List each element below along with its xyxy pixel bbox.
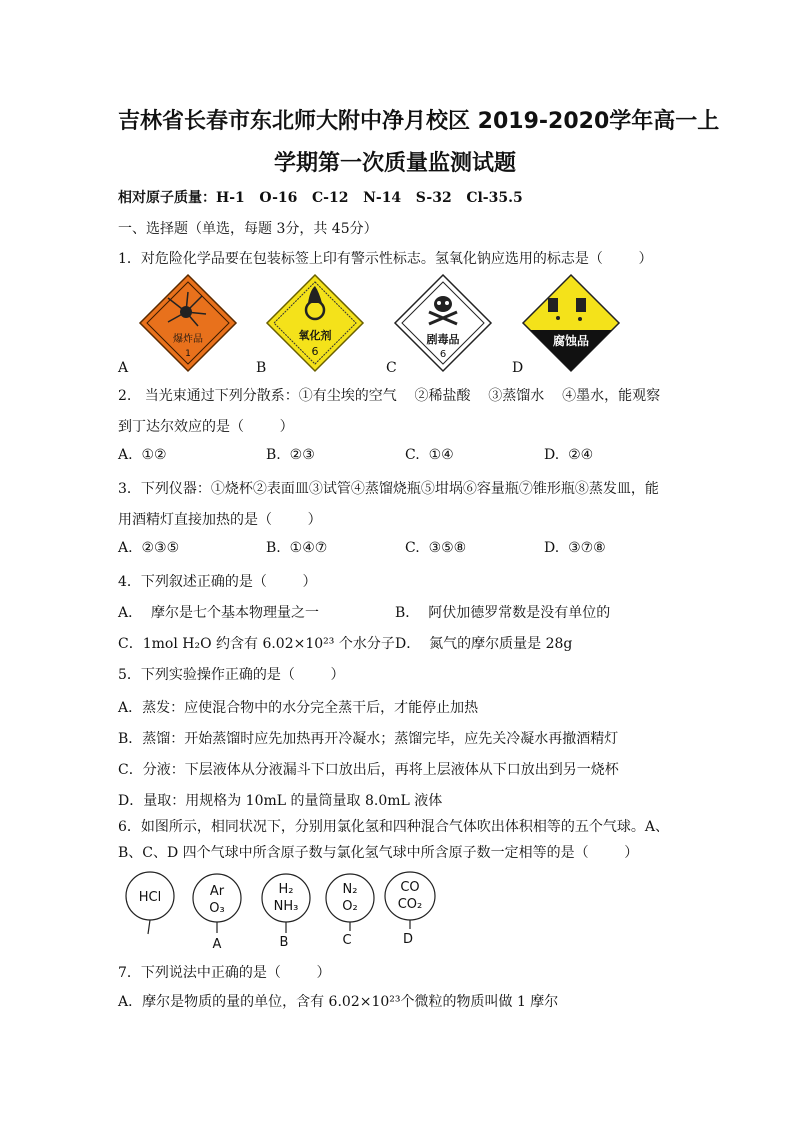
q5-option-b: B．蒸馏：开始蒸馏时应先加热再开冷凝水；蒸馏完毕，应先关冷凝水再撤酒精灯 [118, 731, 619, 747]
question-6-stem-line-1: 6．如图所示，相同状况下，分别用氯化氢和四种混合气体吹出体积相等的五个气球。A、 [118, 819, 670, 835]
balloon-b-line1: H₂ [278, 882, 294, 897]
corrosive-sign-icon [523, 275, 619, 371]
q5-option-c: C．分液：下层液体从分液漏斗下口放出后，再将上层液体从下口放出到另一烧杯 [118, 762, 619, 778]
balloon-a-line1: Ar [209, 884, 225, 899]
atomic-masses-label: 相对原子质量： [118, 190, 216, 206]
balloon-d-line2: CO₂ [397, 897, 423, 912]
balloon-c-label: C [342, 933, 352, 948]
oxidizer-sign-icon [267, 275, 363, 371]
balloon-b-label: B [279, 935, 289, 950]
balloon-a-line2: O₃ [209, 901, 225, 916]
q3-option-b: B. ①④⑦ [266, 540, 328, 556]
q7-option-a: A．摩尔是物质的量的单位，含有 6.02×10²³个微粒的物质叫做 1 摩尔 [118, 994, 559, 1010]
q2-option-a: A. ①② [118, 447, 167, 463]
balloon-b-line2: NH₃ [273, 899, 299, 914]
q3-option-c: C. ③⑤⑧ [405, 540, 467, 556]
toxic-sign-icon [395, 275, 491, 371]
q2-option-b: B. ②③ [266, 447, 315, 463]
question-5-stem: 5．下列实验操作正确的是（ ） [118, 667, 345, 683]
q4-option-d: D． 氮气的摩尔质量是 28g [395, 636, 573, 652]
question-3-stem-line-1: 3．下列仪器：①烧杯②表面皿③试管④蒸馏烧瓶⑤坩埚⑥容量瓶⑦锥形瓶⑧蒸发皿，能 [118, 481, 659, 497]
title-line-1: 吉林省长春市东北师大附中净月校区 2019-2020学年高一上 [118, 109, 720, 134]
toxic-sign-text: 剧毒品 [426, 333, 460, 346]
question-7-stem: 7．下列说法中正确的是（ ） [118, 965, 331, 981]
hazard-signs [118, 270, 678, 380]
corrosive-sign-text: 腐蚀品 [552, 334, 590, 348]
title-line-2: 学期第一次质量监测试题 [274, 151, 517, 176]
question-2-stem-line-2: 到丁达尔效应的是（ ） [118, 419, 294, 435]
q4-option-c: C．1mol H₂O 约含有 6.02×10²³ 个水分子 [118, 636, 395, 652]
q1-option-c: C [386, 360, 397, 376]
balloon-d-label: D [402, 932, 414, 947]
question-4-stem: 4．下列叙述正确的是（ ） [118, 574, 317, 590]
q1-option-a: A [118, 360, 129, 376]
question-1-stem: 1．对危险化学品要在包装标签上印有警示性标志。氢氧化钠应选用的标志是（ ） [118, 251, 653, 267]
question-3-stem-line-2: 用酒精灯直接加热的是（ ） [118, 512, 322, 528]
balloons-figure [118, 866, 448, 952]
oxidizer-sign-text: 氧化剂 [298, 329, 332, 342]
question-6-stem-line-2: B、C、D 四个气球中所含原子数与氯化氢气球中所含原子数一定相等的是（ ） [118, 845, 639, 861]
q3-option-a: A. ②③⑤ [118, 540, 180, 556]
balloon-a-label: A [212, 937, 222, 952]
balloon-d-line1: CO [400, 880, 420, 895]
explosive-sign-num: 1 [185, 349, 191, 359]
q2-option-c: C. ①④ [405, 447, 454, 463]
q5-option-a: A．蒸发：应使混合物中的水分完全蒸干后，才能停止加热 [118, 700, 479, 716]
q5-option-d: D．量取：用规格为 10mL 的量筒量取 8.0mL 液体 [118, 793, 443, 809]
q3-option-d: D. ③⑦⑧ [544, 540, 606, 556]
balloon-c-line1: N₂ [342, 882, 358, 897]
explosive-sign-icon [140, 275, 236, 371]
q4-option-b: B． 阿伏加德罗常数是没有单位的 [395, 605, 611, 621]
explosive-sign-text: 爆炸品 [173, 334, 203, 345]
oxidizer-sign-num: 6 [311, 345, 319, 358]
toxic-sign-num: 6 [439, 349, 447, 360]
q1-option-b: B [256, 360, 267, 376]
atomic-masses [118, 187, 523, 207]
q4-option-a: A． 摩尔是七个基本物理量之一 [118, 605, 320, 621]
question-2-stem-line-1: 2. 当光束通过下列分散系：①有尘埃的空气 ②稀盐酸 ③蒸馏水 ④墨水，能观察 [118, 388, 661, 404]
section-heading: 一、选择题（单选，每题 3分，共 45分） [118, 221, 378, 237]
balloon-c-line2: O₂ [342, 899, 358, 914]
atomic-masses-values: H-1 O-16 C-12 N-14 S-32 Cl-35.5 [216, 190, 523, 206]
q1-option-d: D [512, 360, 524, 376]
q2-option-d: D. ②④ [544, 447, 594, 463]
balloon-hcl-text: HCl [138, 890, 162, 905]
